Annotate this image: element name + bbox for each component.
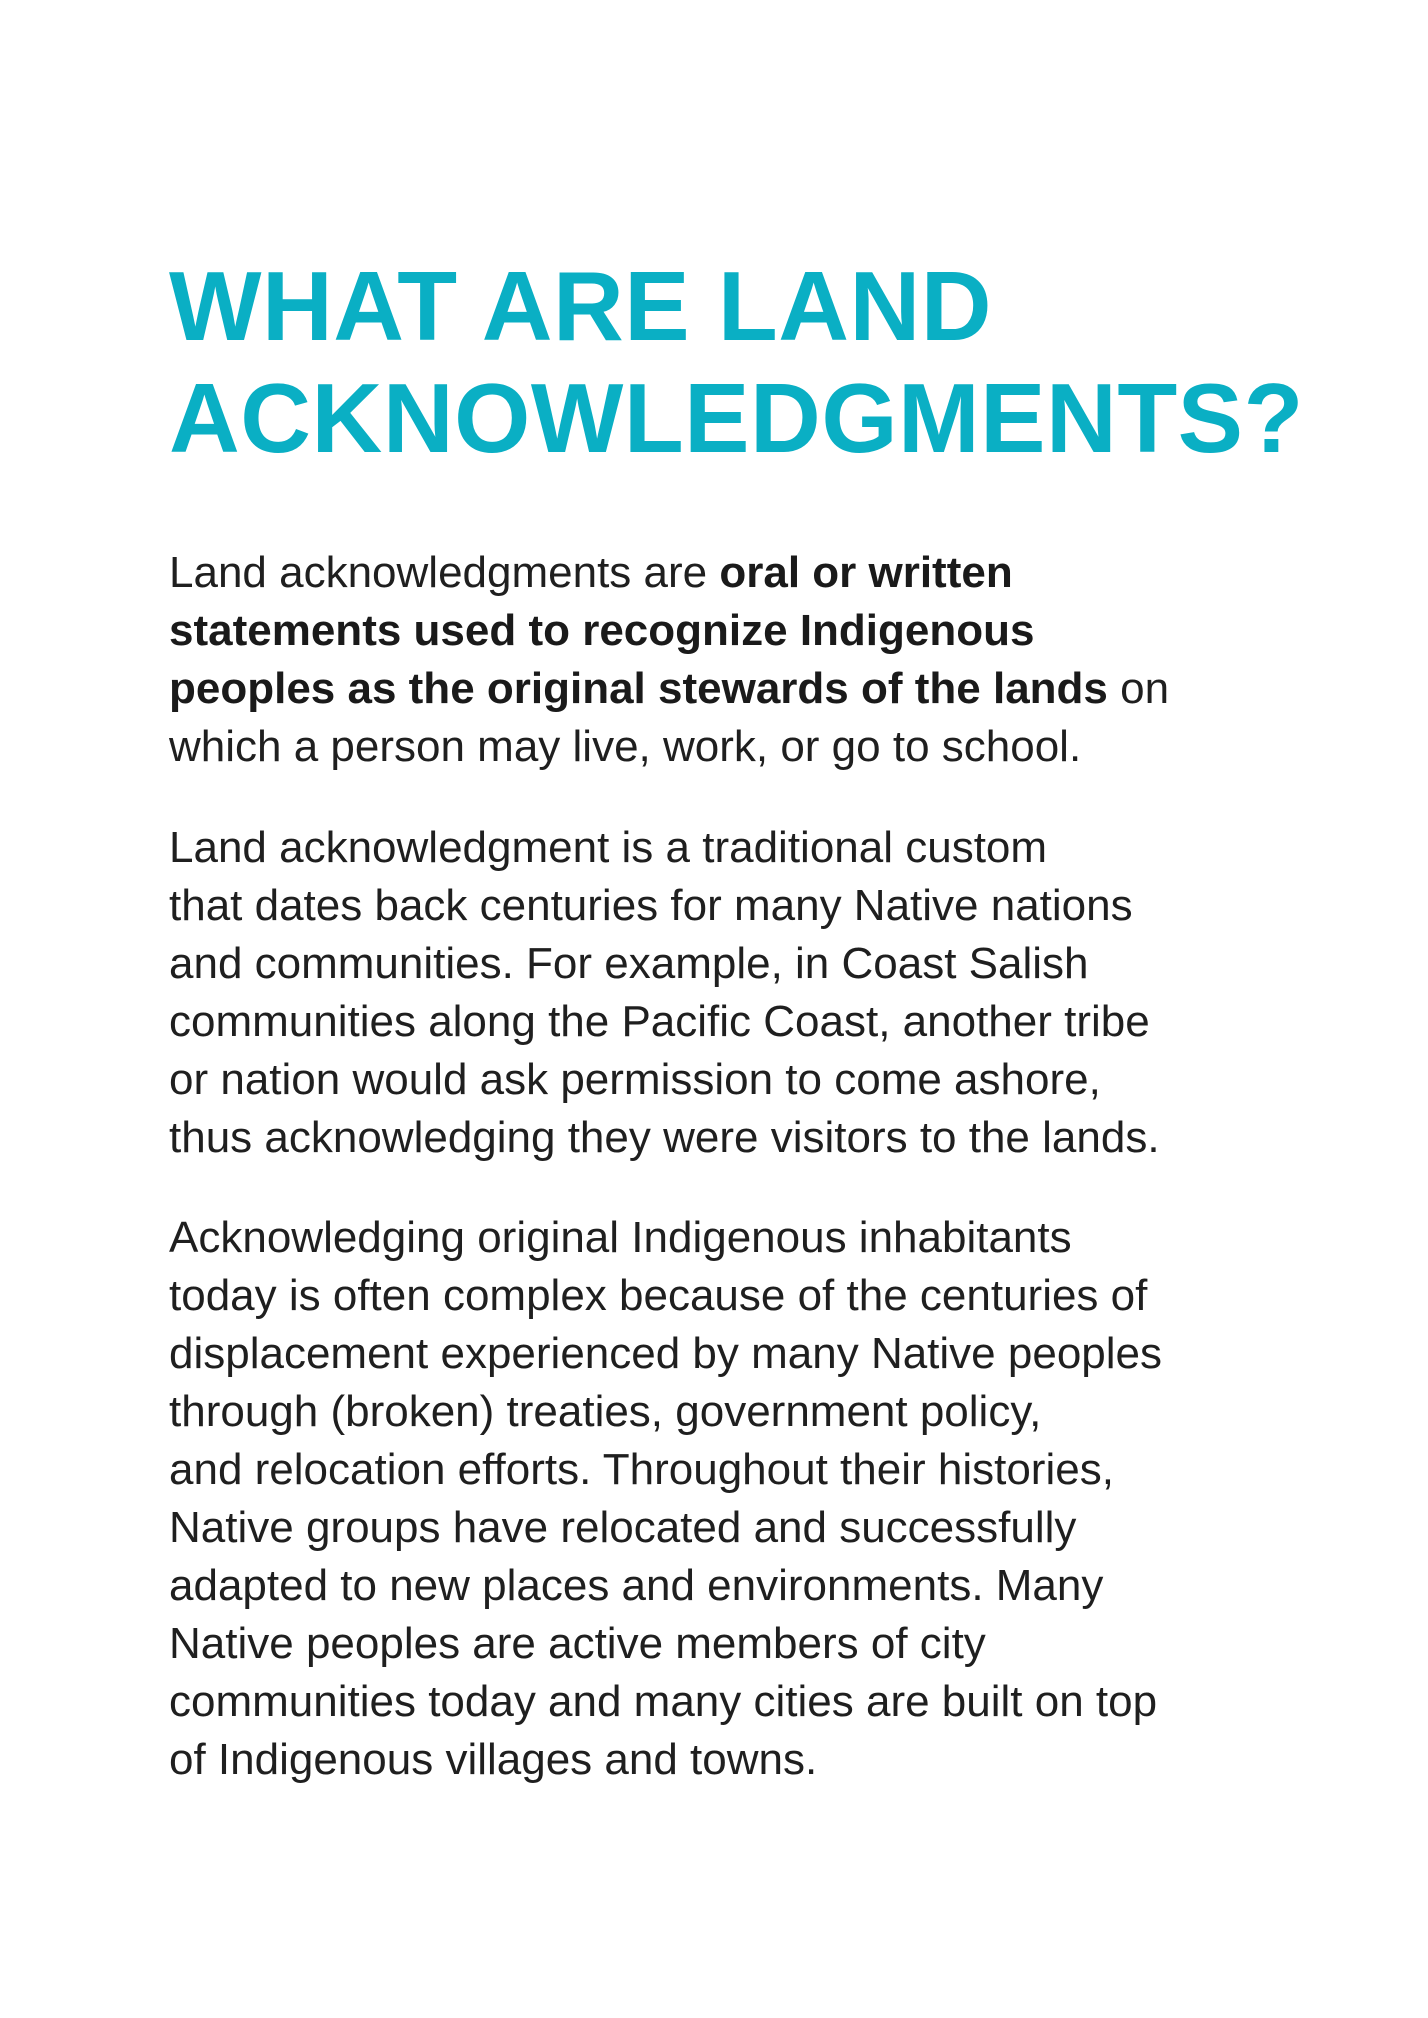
paragraph-line: thus acknowledging they were visitors to the lands. <box>169 1113 1160 1162</box>
title-line-1: WHAT ARE LAND <box>169 251 993 361</box>
paragraph-line: which a person may live, work, or go to school. <box>169 722 1082 771</box>
paragraph-line: Acknowledging original Indigenous inhabitants <box>169 1213 1072 1262</box>
text-bold: statements used to recognize Indigenous <box>169 606 1035 655</box>
paragraph-line: communities along the Pacific Coast, another tribe <box>169 997 1150 1046</box>
paragraph-line: that dates back centuries for many Native nations <box>169 881 1133 930</box>
paragraph-tradition <box>169 819 1160 1167</box>
paragraph-line: and relocation efforts. Throughout their histories, <box>169 1445 1114 1494</box>
paragraph-line: Land acknowledgment is a traditional custom <box>169 823 1048 872</box>
paragraph-line: communities today and many cities are built on top <box>169 1677 1158 1726</box>
page-title <box>169 250 1304 474</box>
paragraph-complexity <box>169 1209 1162 1789</box>
paragraph-line: through (broken) treaties, government policy, <box>169 1387 1042 1436</box>
paragraph-line: adapted to new places and environments. Many <box>169 1561 1104 1610</box>
paragraph-definition <box>169 544 1169 776</box>
text-normal: on <box>1107 664 1170 713</box>
paragraph-line: Native peoples are active members of city <box>169 1619 986 1668</box>
paragraph-line: or nation would ask permission to come ashore, <box>169 1055 1101 1104</box>
text-normal: Land acknowledgments are <box>169 548 720 597</box>
text-bold: peoples as the original stewards of the lands <box>169 664 1108 713</box>
paragraph-line <box>169 544 1169 602</box>
paragraph-line: displacement experienced by many Native peoples <box>169 1329 1163 1378</box>
text-bold: oral or written <box>719 548 1013 597</box>
paragraph-line: of Indigenous villages and towns. <box>169 1735 818 1784</box>
paragraph-line <box>169 660 1169 718</box>
paragraph-line: and communities. For example, in Coast Salish <box>169 939 1089 988</box>
paragraph-line: today is often complex because of the centuries of <box>169 1271 1148 1320</box>
paragraph-line <box>169 602 1169 660</box>
paragraph-line: Native groups have relocated and successfully <box>169 1503 1077 1552</box>
title-line-2: ACKNOWLEDGMENTS? <box>169 363 1304 473</box>
